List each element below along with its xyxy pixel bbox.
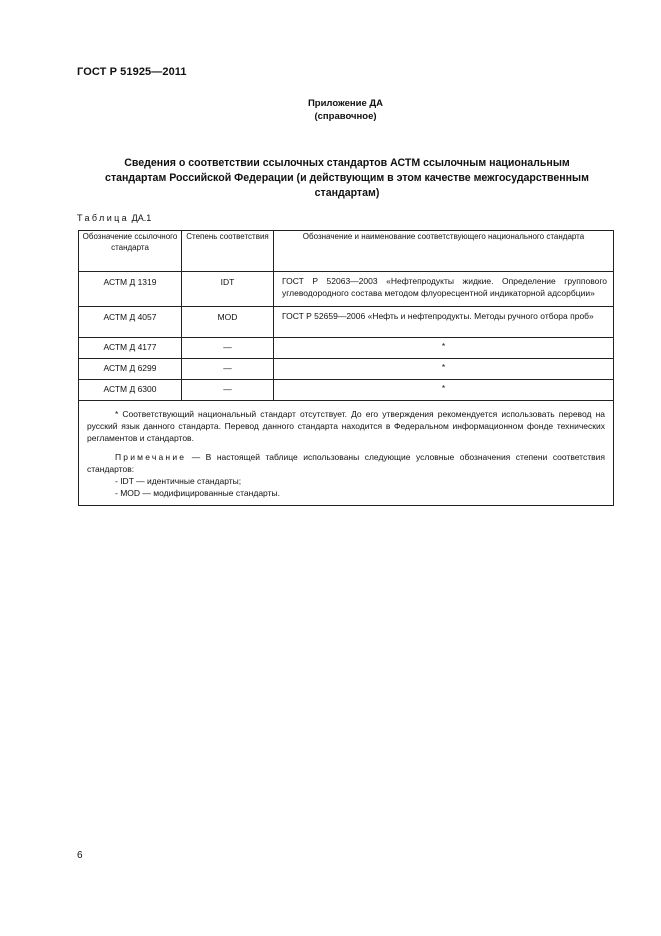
note-paragraph — [87, 451, 605, 475]
annex-title: Приложение ДА — [307, 98, 384, 109]
table-header-row — [79, 231, 614, 272]
page-number: 6 — [77, 850, 83, 861]
degree-cell: — — [182, 380, 274, 401]
note-text: — В настоящей таблице использованы следующие условные обозначения степени соответствия стандартов: — [87, 452, 605, 474]
reference-standard-cell: АСТМ Д 6299 — [79, 359, 182, 380]
table-row — [79, 380, 614, 401]
reference-standard-cell: АСТМ Д 6300 — [79, 380, 182, 401]
table-caption-word: Таблица — [77, 213, 130, 223]
correspondence-table — [78, 230, 614, 506]
note-list-item: - MOD — модифицированные стандарты. — [115, 488, 280, 498]
column-header: Обозначение и наименование соответствующего национального стандарта — [274, 231, 614, 272]
reference-standard-cell: АСТМ Д 4057 — [79, 307, 182, 338]
annex-subtitle: (справочное) — [314, 111, 377, 122]
national-standard-cell: * — [274, 359, 614, 380]
footnote-text: * Соответствующий национальный стандарт отсутствует. До его утверждения рекомендуется использовать перевод на русский язык данного стандарта. Перевод данного стандарта находится в Федеральном информационном фонде технических регламентов и стандартов. — [87, 409, 605, 443]
table-row — [79, 359, 614, 380]
table-row — [79, 307, 614, 338]
column-header: Степень соответствия — [182, 231, 274, 272]
table-row — [79, 338, 614, 359]
table-row — [79, 272, 614, 307]
section-title-line: стандартам) — [314, 187, 380, 199]
degree-cell: MOD — [182, 307, 274, 338]
degree-cell: IDT — [182, 272, 274, 307]
note-label: Примечание — [115, 452, 187, 462]
degree-cell: — — [182, 338, 274, 359]
reference-standard-cell: АСТМ Д 4177 — [79, 338, 182, 359]
document-header: ГОСТ Р 51925—2011 — [77, 66, 187, 78]
table-caption — [77, 213, 151, 223]
national-standard-cell: * — [274, 380, 614, 401]
column-header: Обозначение ссылочного стандарта — [79, 231, 182, 272]
table-caption-number: ДА.1 — [131, 213, 152, 223]
table-footnote-cell — [79, 401, 614, 506]
national-standard-cell: ГОСТ Р 52063—2003 «Нефтепродукты жидкие. Определение группового углеводородного состава методом флуоресцентной индикаторной адсорбции» — [274, 272, 614, 307]
note-list-item: - IDT — идентичные стандарты; — [115, 476, 242, 486]
table-footer-row — [79, 401, 614, 506]
section-title — [97, 156, 597, 201]
national-standard-cell: * — [274, 338, 614, 359]
national-standard-cell: ГОСТ Р 52659—2006 «Нефть и нефтепродукты. Методы ручного отбора проб» — [274, 307, 614, 338]
degree-cell: — — [182, 359, 274, 380]
reference-standard-cell: АСТМ Д 1319 — [79, 272, 182, 307]
section-title-line: Сведения о соответствии ссылочных стандартов АСТМ ссылочным национальным — [124, 157, 570, 169]
annex-heading — [0, 97, 661, 123]
section-title-line: стандартам Российской Федерации (и действующим в этом качестве межгосударственным — [105, 172, 589, 184]
